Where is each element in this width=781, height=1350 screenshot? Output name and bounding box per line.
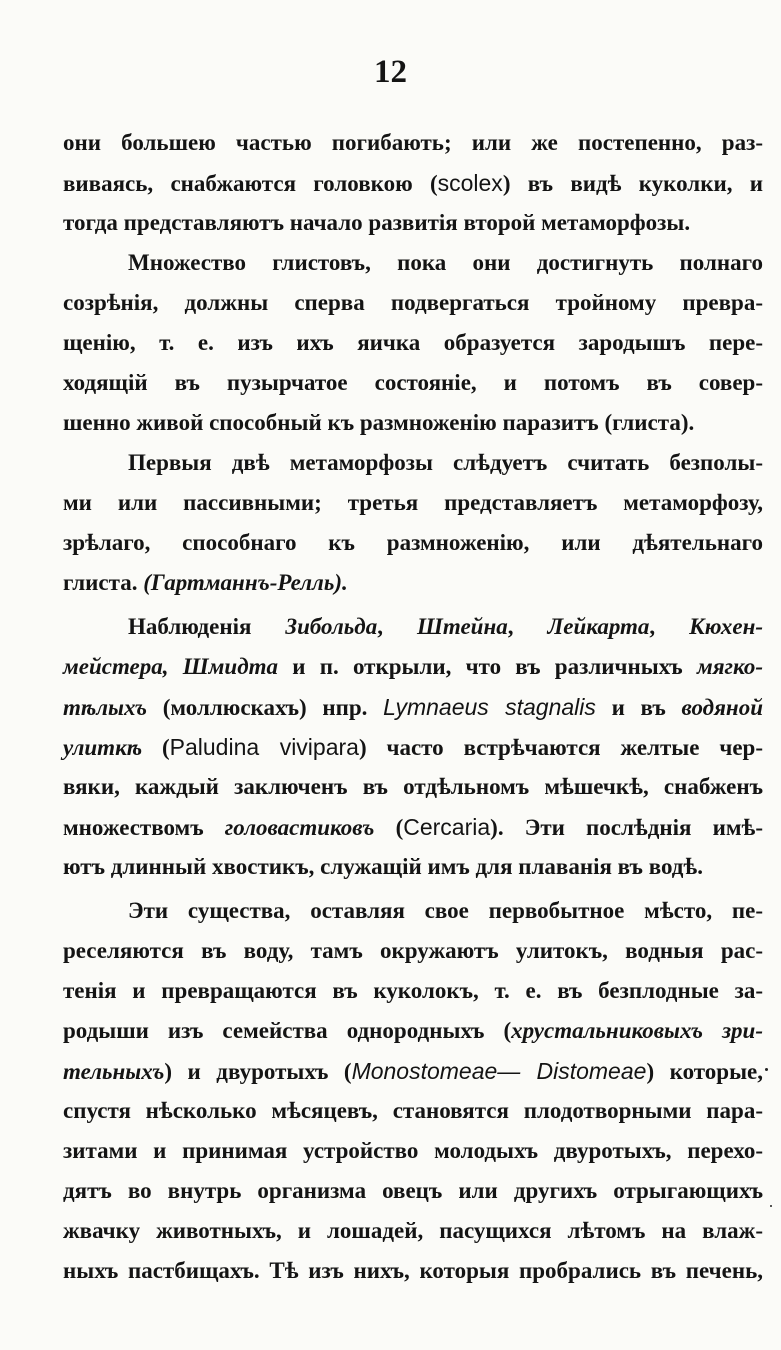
text-run: мейстера, Шмидта: [63, 654, 278, 679]
text-run: Кюхен-: [689, 614, 764, 639]
text-run: Лейкарта: [547, 614, 650, 639]
text-run: (Гартманнъ-Релль).: [143, 570, 348, 595]
text-run: спустя нѣсколько мѣсяцевъ, становятся плодотворными пара-: [63, 1098, 763, 1123]
text-line: [63, 687, 763, 727]
text-line: [63, 443, 763, 483]
text-run: ми или пассивными; третья представляетъ метаморфозу,: [63, 490, 763, 515]
text-run: Штейна: [416, 614, 508, 639]
text-line: [63, 1251, 763, 1291]
text-line: [63, 767, 763, 807]
text-run: ,: [377, 614, 417, 639]
text-run: Paludina vivipara: [169, 734, 359, 760]
text-line: [63, 647, 763, 687]
print-speck: [765, 1068, 768, 1071]
text-line: [63, 1011, 763, 1051]
text-run: хрустальниковыхъ зри-: [511, 1018, 763, 1043]
text-line: [63, 243, 763, 283]
text-run: ) часто встрѣчаются желтые чер-: [358, 735, 763, 760]
text-run: водяной: [681, 695, 763, 720]
text-run: зитами и принимая устройство молодыхъ двуротыхъ, перехо-: [63, 1138, 763, 1163]
text-line: [63, 123, 763, 163]
text-run: (: [142, 735, 170, 760]
text-line: [63, 607, 763, 647]
text-line: [63, 483, 763, 523]
text-line: [63, 727, 763, 767]
text-run: ) въ видѣ куколки, и: [502, 171, 763, 196]
text-run: и въ: [595, 695, 682, 720]
text-run: ютъ длинный хвостикъ, служащій имъ для плаванія въ водѣ.: [63, 854, 703, 879]
text-line: [63, 403, 763, 443]
text-run: ходящій въ пузырчатое состояніе, и потомъ въ совер-: [63, 370, 763, 395]
text-run: реселяются въ воду, тамъ окружаютъ улитокъ, водныя рас-: [63, 938, 763, 963]
text-line: [63, 523, 763, 563]
text-line: [63, 563, 763, 603]
text-run: Эти существа, оставляя свое первобытное мѣсто, пе-: [128, 898, 763, 923]
text-run: родыши изъ семейства однородныхъ (: [63, 1018, 512, 1043]
text-run: Зибольда: [285, 614, 378, 639]
text-line: [63, 1171, 763, 1211]
text-run: scolex: [437, 170, 503, 196]
text-run: дятъ во внутрь организма овецъ или другихъ отрыгающихъ: [63, 1178, 763, 1203]
text-run: вяки, каждый заключенъ въ отдѣльномъ мѣшечкѣ, снабженъ: [63, 774, 763, 799]
page-number: 12: [374, 54, 407, 90]
text-run: Lymnaeus stagnalis: [383, 694, 596, 720]
text-run: ) и двуротыхъ (: [164, 1059, 352, 1084]
text-line: [63, 971, 763, 1011]
text-run: Первыя двѣ метаморфозы слѣдуетъ считать безполы-: [128, 450, 763, 475]
text-run: тенія и превращаются въ куколокъ, т. е. въ безплодные за-: [63, 978, 763, 1003]
text-line: [63, 1051, 763, 1091]
text-line: [63, 163, 763, 203]
text-run: множествомъ: [63, 815, 225, 840]
text-run: (моллюскахъ) нпр.: [147, 695, 384, 720]
text-line: [63, 363, 763, 403]
text-line: [63, 847, 763, 887]
text-run: ). Эти послѣднія имѣ-: [490, 815, 763, 840]
text-run: ныхъ пастбищахъ. Тѣ изъ нихъ, которыя пробрались въ печень,: [63, 1258, 763, 1283]
text-run: ,: [649, 614, 690, 639]
text-line: [63, 283, 763, 323]
text-line: [63, 1131, 763, 1171]
text-run: тогда представляютъ начало развитія второй метаморфозы.: [63, 210, 691, 235]
text-run: глиста.: [63, 570, 144, 595]
text-line: [63, 1091, 763, 1131]
text-run: зрѣлаго, способнаго къ размноженію, или дѣятельнаго: [63, 530, 763, 555]
text-run: и п. открыли, что въ различныхъ: [278, 654, 697, 679]
text-run: виваясь, снабжаются головкою (: [63, 171, 438, 196]
text-line: [63, 203, 763, 243]
text-run: ) которые,: [646, 1059, 763, 1084]
text-run: мягко-: [696, 654, 763, 679]
text-run: Monostomeae— Distomeae: [351, 1058, 647, 1084]
text-run: улиткѣ: [63, 735, 143, 760]
body-text: [63, 123, 763, 1291]
text-line: [63, 931, 763, 971]
text-run: щенію, т. е. изъ ихъ яичка образуется зародышъ пере-: [63, 330, 763, 355]
text-run: жвачку животныхъ, и лошадей, пасущихся лѣтомъ на влаж-: [63, 1218, 763, 1243]
text-run: Наблюденія: [128, 614, 286, 639]
text-run: тѣлыхъ: [63, 695, 148, 720]
text-run: (: [374, 815, 404, 840]
text-run: головастиковъ: [224, 815, 375, 840]
text-run: ,: [507, 614, 548, 639]
text-run: тельныхъ: [63, 1059, 165, 1084]
text-run: созрѣнія, должны сперва подвергаться тройному превра-: [63, 290, 763, 315]
print-speck: [770, 1205, 772, 1207]
text-run: они большею частью погибають; или же постепенно, раз-: [63, 130, 763, 155]
text-line: [63, 891, 763, 931]
text-run: Cercaria: [403, 814, 491, 840]
text-line: [63, 1211, 763, 1251]
text-run: шенно живой способный къ размноженію паразитъ (глиста).: [63, 410, 695, 435]
text-line: [63, 323, 763, 363]
text-line: [63, 807, 763, 847]
text-run: Множество глистовъ, пока они достигнуть полнаго: [128, 250, 763, 275]
